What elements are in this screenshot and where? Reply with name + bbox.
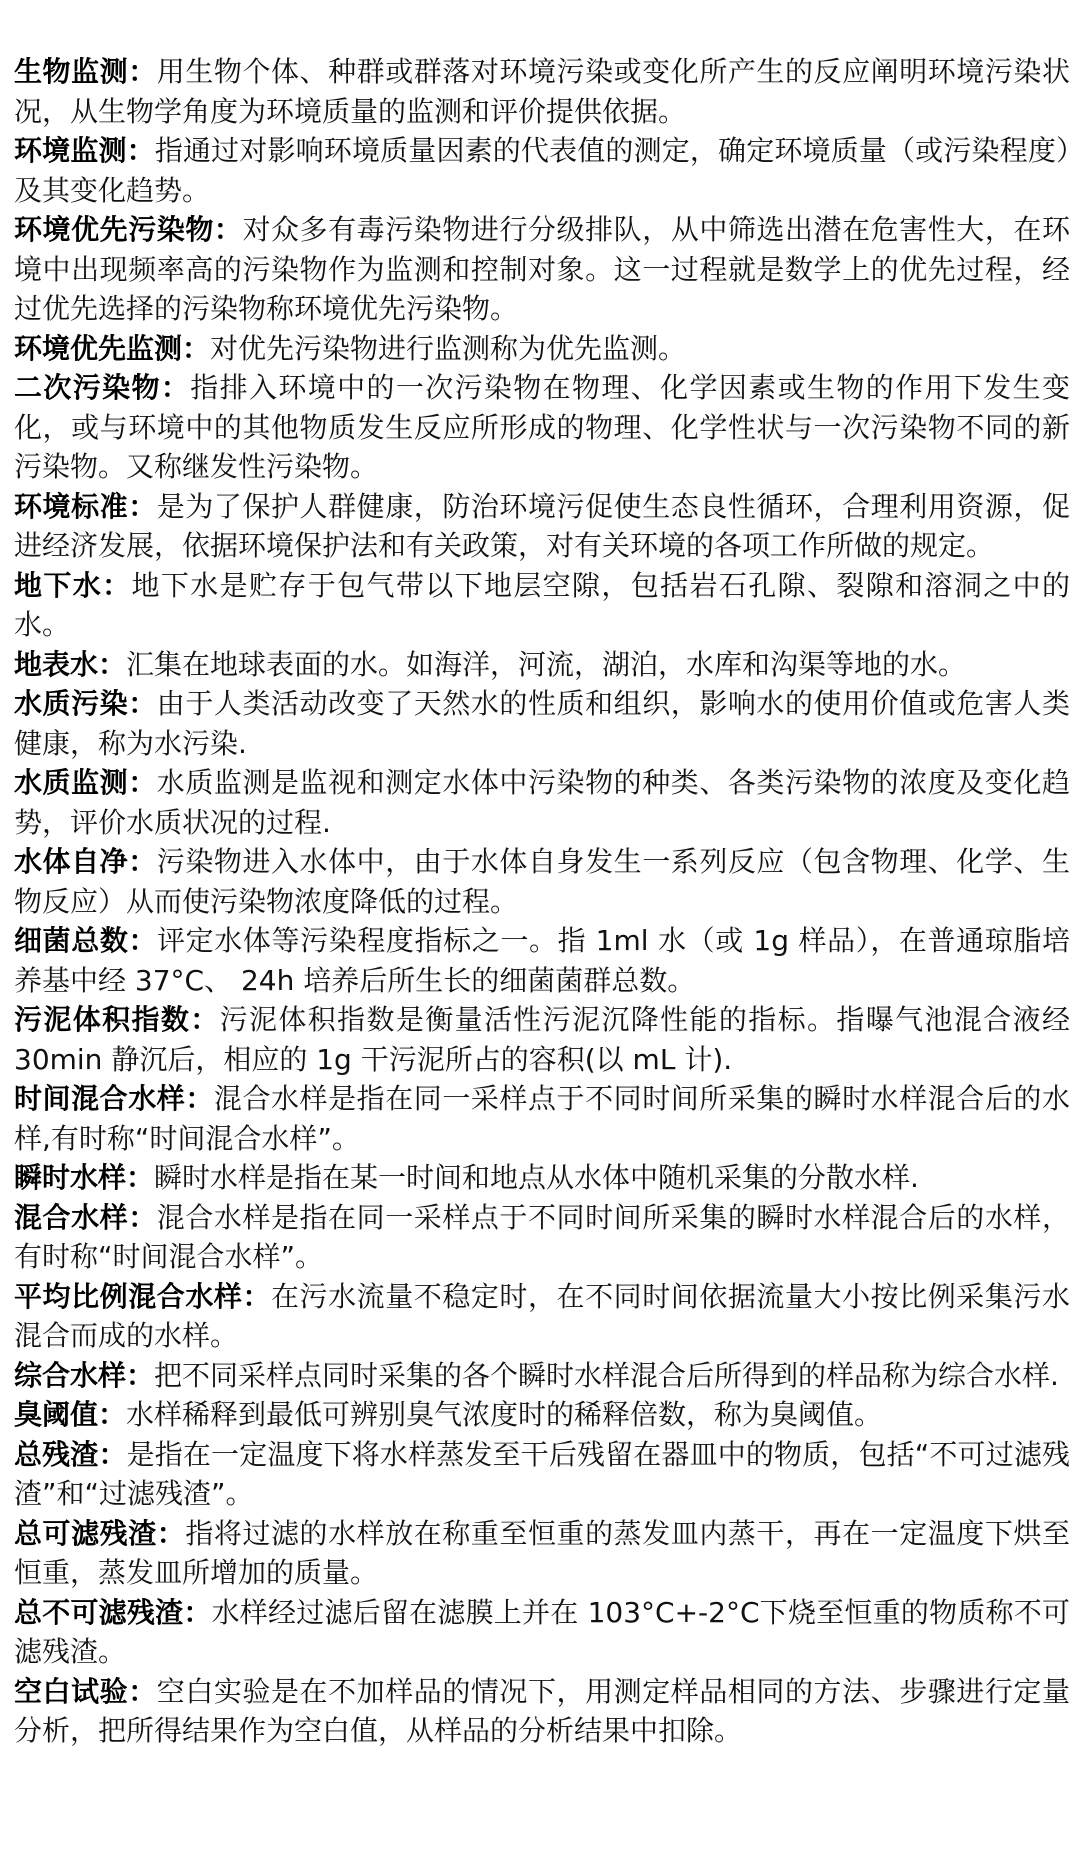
term: 平均比例混合水样 — [14, 1279, 243, 1313]
definition: 指排入环境中的一次污染物在物理、化学因素或生物的作用下发生变化，或与环境中的其他物质发生反应所形成的物理、化学性状与一次污染物不同的新污染物。又称继发性污染物。 — [14, 371, 1070, 483]
glossary-entry — [14, 329, 1070, 369]
term: 混合水样 — [14, 1200, 129, 1234]
definition: 指将过滤的水样放在称重至恒重的蒸发皿内蒸干，再在一定温度下烘至恒重，蒸发皿所增加的质量。 — [14, 1516, 1070, 1589]
glossary-entry — [14, 1356, 1070, 1396]
glossary — [14, 52, 1070, 1751]
term-separator: ： — [182, 331, 211, 365]
glossary-entry — [14, 1672, 1070, 1751]
glossary-entry — [14, 1198, 1070, 1277]
term: 水质监测 — [14, 766, 129, 799]
definition: 水样经过滤后留在滤膜上并在 103°C+-2°C下烧至恒重的物质称不可滤残渣。 — [14, 1595, 1070, 1668]
glossary-entry — [14, 487, 1070, 566]
term: 水质污染 — [14, 687, 129, 720]
term-separator: ： — [190, 1003, 220, 1036]
term-separator: ： — [126, 134, 155, 167]
definition: 对优先污染物进行监测称为优先监测。 — [210, 331, 687, 365]
term: 地表水 — [14, 647, 99, 681]
term-separator: ： — [156, 1516, 186, 1550]
term: 环境优先污染物 — [14, 213, 214, 246]
glossary-entry — [14, 1079, 1070, 1158]
term-separator: ： — [98, 1437, 127, 1471]
definition: 评定水体等污染程度指标之一。指 1ml 水（或 1g 样品），在普通琼脂培养基中经 37°C、 24h 培养后所生长的细菌菌群总数。 — [14, 924, 1070, 997]
term-separator: ： — [102, 568, 132, 602]
definition: 是为了保护人群健康，防治环境污促使生态良性循环，合理利用资源，促进经济发展，依据环境保护法和有关政策，对有关环境的各项工作所做的规定。 — [14, 489, 1070, 562]
definition: 污泥体积指数是衡量活性污泥沉降性能的指标。指曝气池混合液经 30min 静沉后，相应的 1g 干污泥所占的容积(以 mL 计). — [14, 1003, 1070, 1076]
glossary-entry — [14, 566, 1070, 645]
term: 空白试验 — [14, 1674, 129, 1708]
term: 生物监测 — [14, 55, 129, 88]
definition: 水质监测是监视和测定水体中污染物的种类、各类污染物的浓度及变化趋势，评价水质状况的过程. — [14, 766, 1070, 839]
glossary-entry — [14, 1593, 1070, 1672]
term: 环境优先监测 — [14, 331, 183, 365]
definition: 把不同采样点同时采集的各个瞬时水样混合后所得到的样品称为综合水样. — [154, 1358, 1059, 1392]
term: 时间混合水样 — [14, 1082, 186, 1115]
definition: 用生物个体、种群或群落对环境污染或变化所产生的反应阐明环境污染状况，从生物学角度为环境质量的监测和评价提供依据。 — [14, 55, 1070, 128]
term: 环境标准 — [14, 489, 129, 523]
term: 污泥体积指数 — [14, 1003, 191, 1036]
definition: 指通过对影响环境质量因素的代表值的测定，确定环境质量（或污染程度）及其变化趋势。 — [14, 134, 1070, 207]
term-separator: ： — [126, 1161, 155, 1194]
glossary-entry — [14, 131, 1070, 210]
term: 水体自净 — [14, 845, 129, 878]
glossary-entry — [14, 1395, 1070, 1435]
term: 臭阈值 — [14, 1398, 99, 1431]
term-separator: ： — [128, 687, 157, 720]
term-separator: ： — [213, 213, 243, 246]
glossary-entry — [14, 1435, 1070, 1514]
definition: 在污水流量不稳定时，在不同时间依据流量大小按比例采集污水混合而成的水样。 — [14, 1279, 1070, 1352]
term-separator: ： — [98, 647, 127, 681]
term-separator: ： — [128, 489, 157, 523]
term-separator: ： — [183, 1595, 212, 1629]
definition: 水样稀释到最低可辨别臭气浓度时的稀释倍数，称为臭阈值。 — [126, 1398, 883, 1431]
glossary-entry — [14, 921, 1070, 1000]
term-separator: ： — [128, 1200, 157, 1234]
glossary-entry — [14, 1277, 1070, 1356]
term: 二次污染物 — [14, 371, 161, 404]
definition: 地下水是贮存于包气带以下地层空隙，包括岩石孔隙、裂隙和溶洞之中的水。 — [14, 568, 1070, 641]
term-separator: ： — [98, 1398, 127, 1431]
definition: 汇集在地球表面的水。如海洋，河流，湖泊，水库和沟渠等地的水。 — [126, 647, 967, 681]
glossary-entry — [14, 368, 1070, 487]
term-separator: ： — [242, 1279, 271, 1313]
term: 瞬时水样 — [14, 1161, 127, 1194]
definition: 是指在一定温度下将水样蒸发至干后残留在器皿中的物质，包括“不可过滤残渣”和“过滤残渣”。 — [14, 1437, 1070, 1510]
term: 细菌总数 — [14, 924, 129, 957]
definition: 混合水样是指在同一采样点于不同时间所采集的瞬时水样混合后的水样，有时称“时间混合水样”。 — [14, 1200, 1070, 1273]
term-separator: ： — [128, 1674, 157, 1708]
glossary-entry — [14, 52, 1070, 131]
term: 总残渣 — [14, 1437, 99, 1471]
glossary-entry — [14, 210, 1070, 329]
glossary-entry — [14, 645, 1070, 685]
term-separator: ： — [128, 766, 157, 799]
term: 总不可滤残渣 — [14, 1595, 184, 1629]
term-separator: ： — [128, 924, 158, 957]
term-separator: ： — [185, 1082, 214, 1115]
glossary-entry — [14, 842, 1070, 921]
term-separator: ： — [160, 371, 191, 404]
glossary-entry — [14, 763, 1070, 842]
glossary-entry — [14, 1514, 1070, 1593]
definition: 瞬时水样是指在某一时间和地点从水体中随机采集的分散水样. — [154, 1161, 919, 1194]
definition: 对众多有毒污染物进行分级排队，从中筛选出潜在危害性大，在环境中出现频率高的污染物作为监测和控制对象。这一过程就是数学上的优先过程，经过优先选择的污染物称环境优先污染物。 — [14, 213, 1070, 325]
term-separator: ： — [126, 1358, 155, 1392]
term: 综合水样 — [14, 1358, 127, 1392]
definition: 空白实验是在不加样品的情况下，用测定样品相同的方法、步骤进行定量分析，把所得结果作为空白值，从样品的分析结果中扣除。 — [14, 1674, 1070, 1747]
glossary-entry — [14, 1158, 1070, 1198]
definition: 混合水样是指在同一采样点于不同时间所采集的瞬时水样混合后的水样,有时称“时间混合水样”。 — [14, 1082, 1070, 1155]
term-separator: ： — [128, 55, 157, 88]
term-separator: ： — [128, 845, 157, 878]
term: 地下水 — [14, 568, 103, 602]
glossary-entry — [14, 1000, 1070, 1079]
term: 总可滤残渣 — [14, 1516, 157, 1550]
glossary-entry — [14, 684, 1070, 763]
term: 环境监测 — [14, 134, 127, 167]
definition: 由于人类活动改变了天然水的性质和组织，影响水的使用价值或危害人类健康，称为水污染. — [14, 687, 1070, 760]
definition: 污染物进入水体中，由于水体自身发生一系列反应（包含物理、化学、生物反应）从而使污染物浓度降低的过程。 — [14, 845, 1070, 918]
